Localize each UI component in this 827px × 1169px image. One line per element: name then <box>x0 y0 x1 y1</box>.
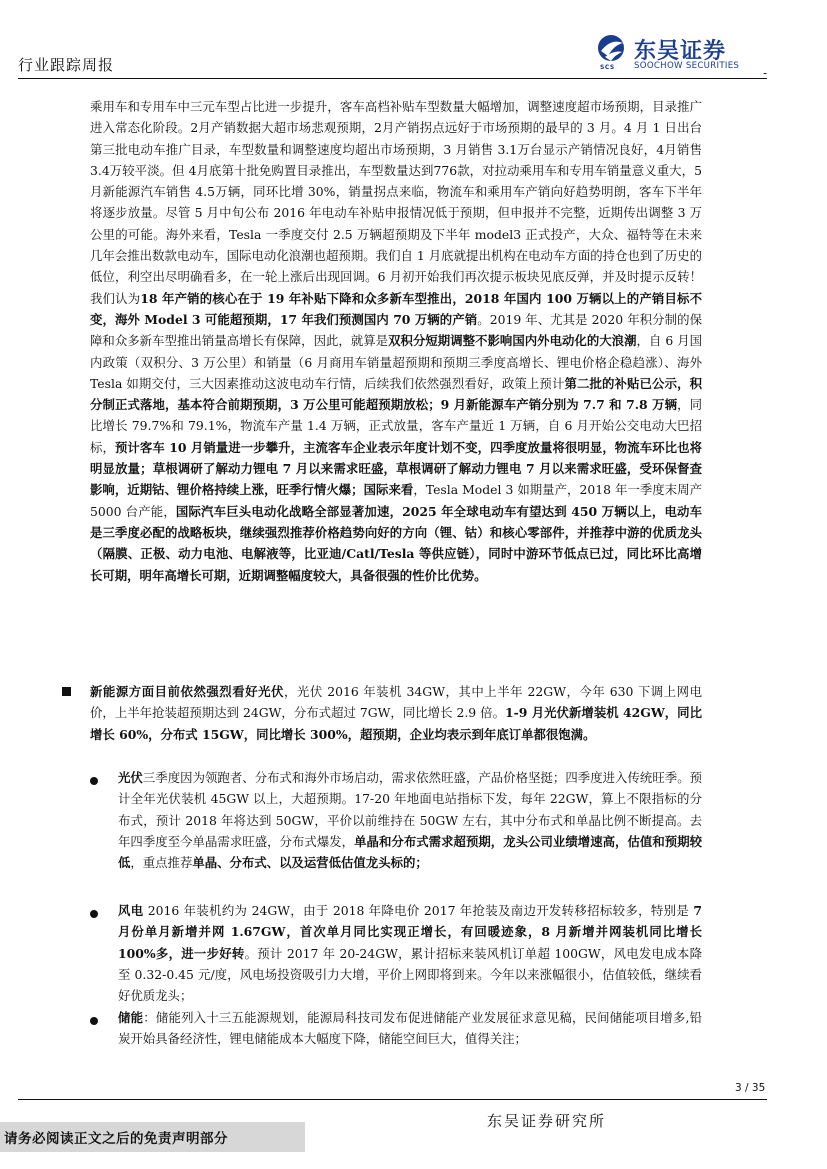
new-energy-paragraph <box>90 681 702 745</box>
round-bullet-icon <box>90 777 98 785</box>
text-run: 三季度因为领跑者、分布式和海外市场启动，需求依然旺盛，产品价格坚挺；四季度进入传统旺季。预计全年光伏装机 45GW 以上，大超预期。17-20 年地面电站指标下发，每年 22GW，算上不限指标的分布式，预计 2018 年将达到 50GW，平价以前维持在 50GW 左右，其中分布式和单晶比例不断提高。去年四季度至今单晶需求旺盛，分布式爆发， <box>118 770 703 849</box>
text-run: ，重点推荐 <box>130 855 193 871</box>
text-run-bold: 预计客车 10 月销量进一步攀升，主流客车企业表示年度计划不变，四季度放量将很明显，物流车环比也将明显放量；草根调研了解动力锂电 7 月以来需求旺盛，草根调研了解动力锂电 7 月以来需求旺盛，受环保督查影响，近期钴、锂价格持续上涨，旺季行情火爆；国际来看 <box>90 439 703 498</box>
text-run: 2016 年装机约为 24GW，由于 2018 年降电价 2017 年抢装及南边开发转移招标较多，特别是 <box>143 903 694 918</box>
text-run-bold: 双积分短期调整不影响国内外电动化的大浪潮 <box>388 333 637 349</box>
wind-label: 风电 <box>118 903 144 918</box>
text-run-bold: 新能源方面目前依然强烈看好光伏 <box>90 684 284 699</box>
text-run-bold: 单晶、分布式、以及运营低估值龙头标的； <box>192 855 428 871</box>
storage-label: 储能 <box>118 1010 144 1025</box>
brand-abbr: SCS <box>600 64 615 71</box>
text-run: 。预计 2017 年 20-24GW，累计招标来装风机订单超 100GW，风电发电成本降至 0.32-0.45 元/度，风电场投资吸引力大增，平价上网即将到来。今年以来涨幅很小，估值较低，继续看好优质龙头； <box>118 945 702 1004</box>
text-run-bold: 单晶和分布式需求超预期，龙头公司业绩增速高，估值和预期较低 <box>118 833 703 871</box>
text-run: 乘用车和专用车中三元车型占比进一步提升，客车高档补贴车型数量大幅增加，调整速度超市场预期，目录推广进入常态化阶段。2月产销数据大超市场悲观预期，2月产销拐点远好于市场预期的最早的 3 月。4 月 1 日出台第三批电动车推广目录，车型数量和调整速度均超出市场预期，3 月销售 3.1万台显示产销情况良好，4月销售 3.4万较平淡。但 4月底第十批免购置目录推出，车型数量达到776款，对拉动乘用车和专用车销量意义重大，5月新能源汽车销售 4.5万辆，同环比增 30%，销量拐点来临，物流车和乘用车产销向好趋势明朗，客车下半年将逐步放量。尽管 5 月中旬公布 2016 年电动车补贴申报情况低于预期，但申报并不完整，近期传出调整 3 万公里的可能。海外来看，Tesla 一季度交付 2.5 万辆超预期及下半年 model3 正式投产，大众、福特等在未来几年会推出数款电动车，国际电动化浪潮也超预期。我们自 1 月底就提出机构在电动车方面的持仓也到了历史的低位，利空出尽明确看多，在一轮上涨后出现回调。6 月初开始我们再次提示板块见底反弹，并及时提示反转！我们认为 <box>90 99 702 306</box>
text-run-bold: 18 年产销的核心在于 19 年补贴下降和众多新车型推出，2018 年国内 100 万辆以上的产销目标不变，海外 Model 3 可能超预期，17 年我们预测国内 70 万辆的产销 <box>90 290 703 327</box>
storage-item <box>118 1007 702 1050</box>
brand-logo-icon <box>596 34 630 66</box>
header-mark: - <box>763 66 768 80</box>
footer-divider <box>18 1099 767 1100</box>
brand-logo <box>596 34 761 74</box>
ev-paragraph <box>90 96 702 586</box>
square-bullet-icon <box>62 687 71 696</box>
text-run-bold: 国际汽车巨头电动化战略全部显著加速，2025 年全球电动车有望达到 450 万辆以上，电动车是三季度必配的战略板块，继续强烈推荐价格趋势向好的方向（锂、钴）和核心零部件，并推荐中游的优质龙头（隔膜、正极、动力电池、电解液等，比亚迪/Catl/Tesla 等供应链），同时中游环节低点已过，同比环比高增长可期，明年高增长可期，近期调整幅度较大，具备很强的性价比优势。 <box>90 503 702 583</box>
text-run: ，Tesla Model 3 如期量产，2018 年一季度末周产 5000 台产能， <box>90 482 703 519</box>
disclaimer-text: 请务必阅读正文之后的免责声明部分 <box>4 1131 228 1147</box>
section-title: 行业跟踪周报 <box>18 56 115 74</box>
page-number: 3 / 35 <box>735 1082 766 1094</box>
brand-name-en: SOOCHOW SECURITIES <box>634 61 740 71</box>
text-run: 。2019 年、尤其是 2020 年积分制的保障和众多新车型推出销量高增长有保障，因此，就算是 <box>90 311 702 349</box>
footer-org: 东吴证券研究所 <box>487 1112 607 1130</box>
text-run: ，自 6 月国内政策（双积分、3 万公里）和销量（6 月商用车销量超预期和预期三季度高增长、锂电价格企稳趋涨）、海外 Tesla 如期交付，三大因素推动这波电动车行情，后续我们依然强烈看好，政策上预计 <box>90 333 703 391</box>
round-bullet-icon <box>90 1017 98 1025</box>
text-run-bold: 1-9 月光伏新增装机 42GW，同比增长 60%，分布式 15GW，同比增长 300%，超预期，企业均表示到年底订单都很饱满。 <box>90 705 702 742</box>
text-run: ，同比增长 79.7%和 79.1%，物流车产量 1.4 万辆，正式放量，客车产量近 1 万辆，自 6 月开始公交电动大巴招标， <box>90 397 702 455</box>
wind-item <box>118 900 702 1006</box>
text-run: ：储能列入十三五能源规划，能源局科技司发布促进储能产业发展征求意见稿，民间储能项目增多,铅炭开始具备经济性，锂电储能成本大幅度下降，储能空间巨大，值得关注； <box>118 1010 702 1047</box>
text-run-bold: 7 月份单月新增并网 1.67GW，首次单月同比实现正增长，有回暖迹象，8 月新增并网装机同比增长 100%多，进一步好转 <box>118 903 702 961</box>
pv-item <box>118 767 702 873</box>
text-run: ，光伏 2016 年装机 34GW，其中上半年 22GW，今年 630 下调上网电价，上半年抢装超预期达到 24GW，分布式超过 7GW，同比增长 2.9 倍。 <box>90 684 702 721</box>
brand-name-cn: 东吴证券 <box>634 39 727 64</box>
pv-label: 光伏 <box>118 770 143 785</box>
text-run-bold: 第二批的补贴已公示，积分制正式落地，基本符合前期预期，3 万公里可能超预期放松；9 月新能源车产销分别为 7.7 和 7.8 万辆 <box>90 375 702 413</box>
round-bullet-icon <box>90 910 98 918</box>
header-divider <box>18 78 767 79</box>
